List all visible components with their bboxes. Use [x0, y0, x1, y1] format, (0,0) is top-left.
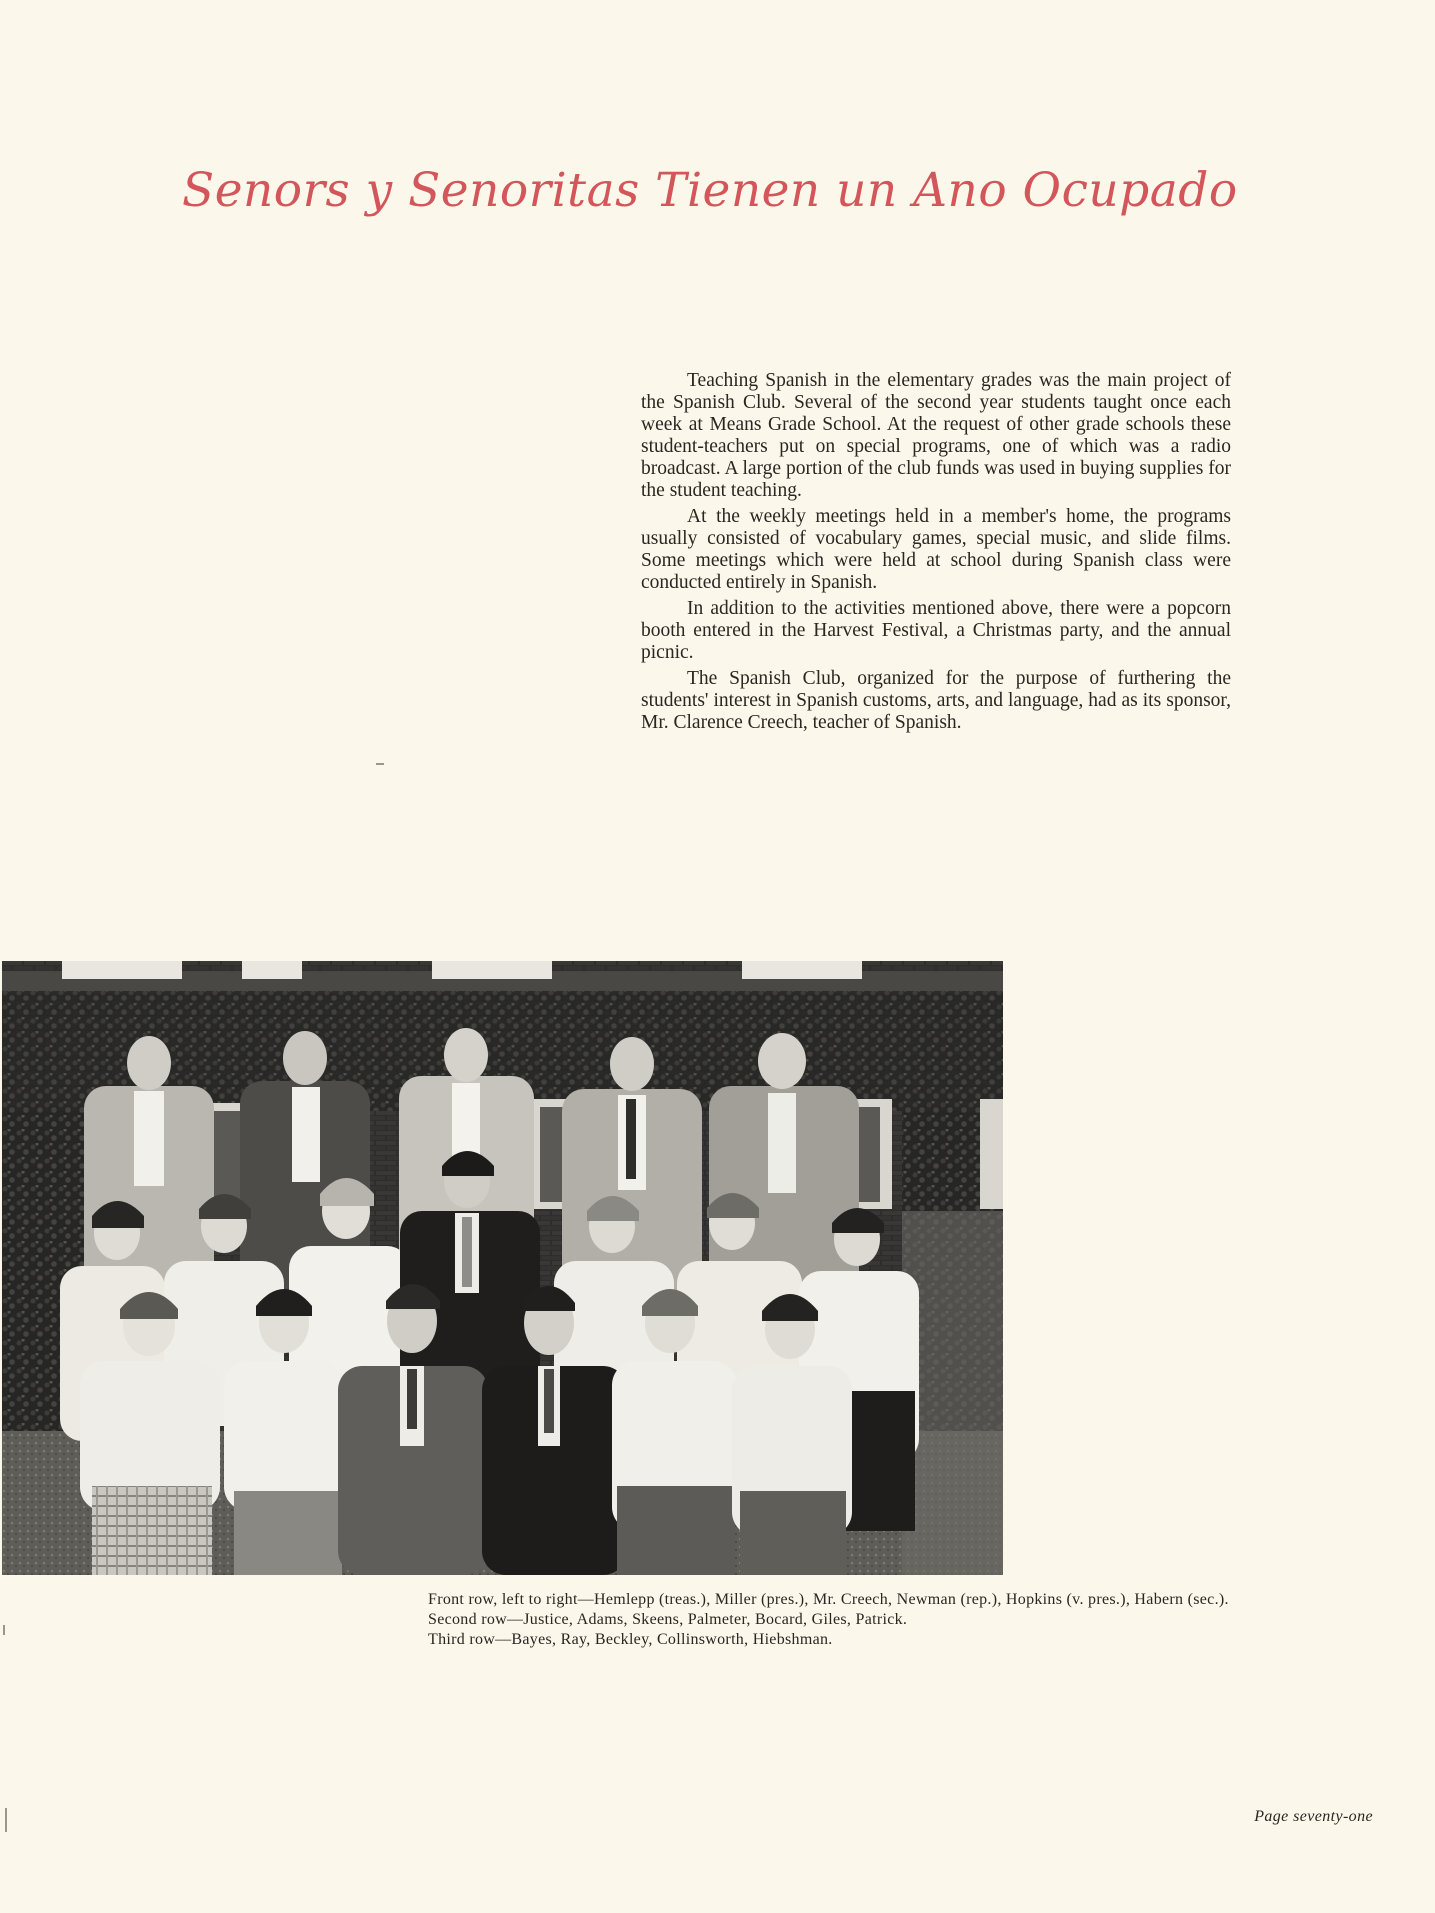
- group-photo-illustration: [2, 961, 1003, 1575]
- article-paragraph: In addition to the activities mentioned above, there were a popcorn booth entered in the Harvest Festival, a Christmas party, and the annual picnic.: [641, 598, 1231, 663]
- page-title: Senors y Senoritas Tienen un Ano Ocupado: [182, 163, 1238, 218]
- article-paragraph: At the weekly meetings held in a member's home, the programs usually consisted of vocabulary games, special music, and slide films. Some meetings which were held at school during Spanish class were conducted entirely in Spanish.: [641, 506, 1231, 593]
- article-paragraph: The Spanish Club, organized for the purpose of furthering the students' interest in Spanish customs, arts, and language, had as its sponsor, Mr. Clarence Creech, teacher of Spanish.: [641, 668, 1231, 733]
- caption-third-row: Third row—Bayes, Ray, Beckley, Collinsworth, Hiebshman.: [428, 1631, 833, 1648]
- print-speck: [5, 1808, 7, 1832]
- article-paragraph: Teaching Spanish in the elementary grades was the main project of the Spanish Club. Several of the second year students taught once each week at Means Grade School. At the request of other grade schools these student-teachers put on special programs, one of which was a radio broadcast. A large portion of the club funds was used in buying supplies for the student teaching.: [641, 370, 1231, 501]
- print-speck: [376, 763, 384, 765]
- caption-second-row: Second row—Justice, Adams, Skeens, Palmeter, Bocard, Giles, Patrick.: [428, 1611, 908, 1628]
- page-number: Page seventy-one: [1254, 1808, 1373, 1825]
- print-speck: [3, 1625, 5, 1635]
- group-photo: [2, 961, 1003, 1575]
- photo-caption: [428, 1590, 1234, 1650]
- article-body: [641, 370, 1231, 738]
- caption-front-row: Front row, left to right—Hemlepp (treas.), Miller (pres.), Mr. Creech, Newman (rep.), Hopkins (v. pres.), Habern (sec.).: [428, 1591, 1229, 1608]
